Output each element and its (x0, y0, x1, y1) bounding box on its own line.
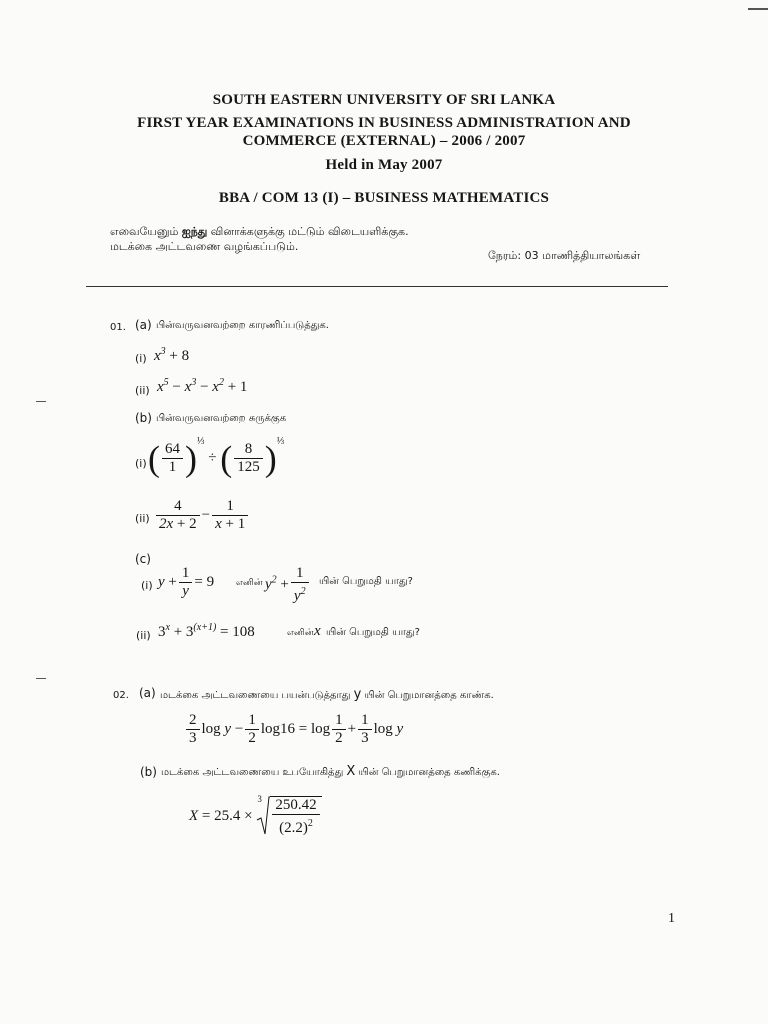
q1c-i-condition: y + $\frac{1}{y}$ = 9 (158, 565, 215, 599)
scan-mark (36, 678, 46, 679)
q1c-ii-variable: x (314, 623, 321, 639)
scan-mark (36, 401, 46, 402)
q1c-i-if: எனின் (236, 578, 263, 588)
scan-mark (748, 8, 768, 10)
q2-number: 02. (113, 690, 129, 701)
q2b-label: (b) (140, 765, 157, 779)
instruction-line1: எவையேனும் ஐந்து வினாக்களுக்கு மட்டும் விடையளிக்குக. (110, 225, 409, 238)
q1b-i-expression: ( $\frac{64}{1}$ )$^{\frac{1}{3}}$ ÷ ( $\frac{8}{125}$ )$^{\frac{1}{3}}$ (148, 436, 285, 479)
q1c-ii-equation: $3^x + 3^{(x+1)} = 108$ (158, 622, 255, 640)
course-title: BBA / COM 13 (I) – BUSINESS MATHEMATICS (218, 190, 550, 206)
exam-duration: நேரம்: 03 மாணித்தியாலங்கள் (488, 249, 641, 262)
q2b-instruction: மடக்கை அட்டவணையை உபயோகித்து X யின் பெறுமானத்தை கணிக்குக. (161, 764, 500, 779)
instruction-bold-five: ஐந்து (181, 225, 208, 238)
q1b-label: (b) (135, 411, 152, 425)
q2a-label: (a) (139, 686, 156, 700)
q1a-label: (a) (135, 318, 152, 332)
q1c-i-target: $y^2$ + $\frac{1}{y^2}$ (265, 565, 311, 605)
exam-title-line2: COMMERCE (EXTERNAL) – 2006 / 2007 (242, 133, 526, 149)
q1c-ii-label: (ii) (136, 629, 151, 642)
q1c-label: (c) (135, 552, 151, 566)
q1a-ii-expression: $x^5 - x^3 - x^2 + 1$ (157, 377, 248, 395)
q1b-instruction: பின்வருவனவற்றை சுருக்குக (156, 413, 287, 424)
q1c-ii-if: எனின் (287, 628, 314, 638)
q1a-i-label: (i) (135, 352, 147, 365)
q1a-instruction: பின்வருவனவற்றை காரணிப்படுத்துக. (156, 320, 329, 331)
q1c-ii-question: யின் பெறுமதி யாது? (326, 627, 420, 638)
exam-date: Held in May 2007 (325, 157, 443, 173)
q2a-instruction: மடக்கை அட்டவணையை பயன்படுத்தாது y யின் பெறுமானத்தை காண்க. (160, 687, 494, 702)
q1b-i-label: (i) (135, 457, 147, 470)
page-number: 1 (668, 911, 675, 926)
radical-sign (256, 796, 270, 836)
university-name: SOUTH EASTERN UNIVERSITY OF SRI LANKA (212, 92, 556, 108)
q1b-ii-expression: $\frac{4}{2x + 2}$ − $\frac{1}{x + 1}$ (154, 498, 250, 533)
q1c-i-label: (i) (141, 579, 153, 592)
q2b-equation: X = 25.4 × 3 $\frac{250.42}{(2.2)^2}$ (189, 796, 322, 837)
q1a-ii-label: (ii) (135, 384, 150, 397)
q1b-ii-label: (ii) (135, 512, 150, 525)
q1c-i-question: யின் பெறுமதி யாது? (319, 576, 413, 587)
q1-number: 01. (110, 322, 126, 333)
q1a-i-expression: $x^3 + 8$ (154, 346, 190, 364)
header-divider (86, 286, 668, 287)
q2a-equation: $\frac{2}{3}$ log y − $\frac{1}{2}$ log16 = log $\frac{1}{2}$ + $\frac{1}{3}$ log y (184, 712, 403, 747)
instruction-line2: மடக்கை அட்டவணை வழங்கப்படும். (110, 240, 299, 253)
exam-title-line1: FIRST YEAR EXAMINATIONS IN BUSINESS ADMINISTRATION AND (137, 115, 631, 131)
